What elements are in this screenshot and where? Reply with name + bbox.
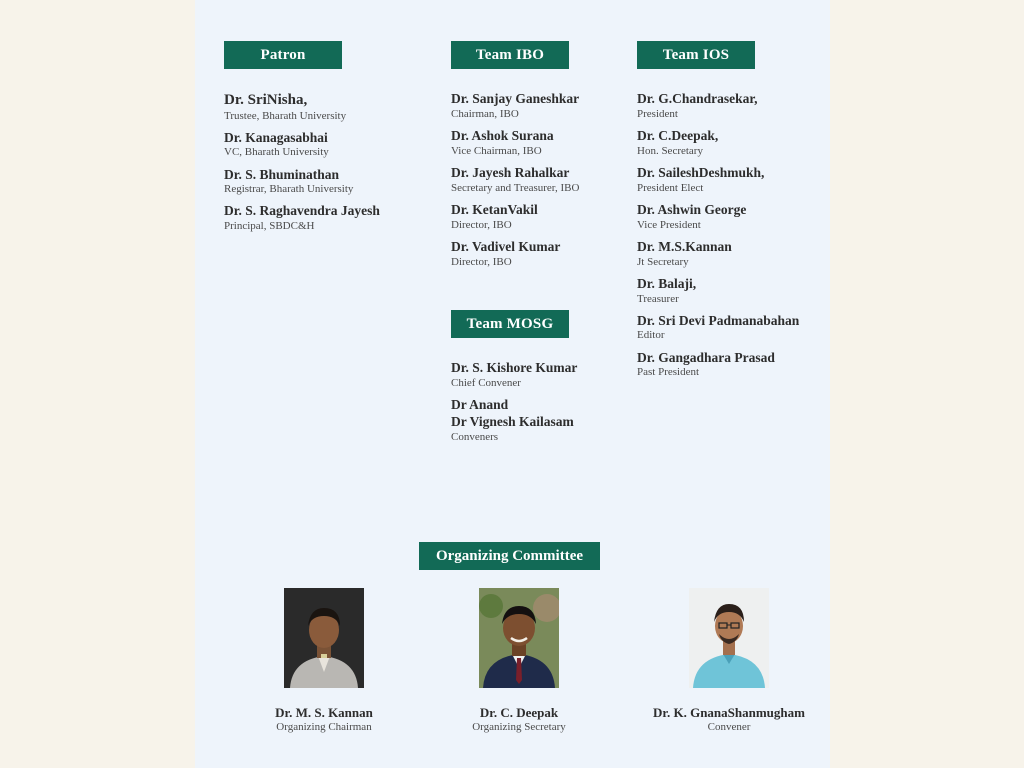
person-role: Chairman, IBO [451,107,519,120]
portrait-icon [284,588,364,688]
person-role: Editor [637,329,665,342]
ios-person [637,240,799,268]
person-role: Chief Convener [451,376,521,389]
member-role: Organizing Secretary [472,720,566,733]
patron-column [224,41,380,241]
member-photo [479,588,559,688]
person-name: Dr. SriNisha, [224,92,308,108]
ios-heading: Team IOS [637,41,755,69]
portrait-icon [479,588,559,688]
person-name: Dr. Balaji, [637,275,697,291]
person-name: Dr. S. Raghavendra Jayesh [224,203,380,219]
person-name: Dr. Sanjay Ganeshkar [451,91,580,106]
organizing-committee-heading: Organizing Committee [419,542,600,570]
person-role: Trustee, Bharath University [224,109,347,122]
person-name: Dr. Kanagasabhai [224,129,328,145]
person-role: Past President [637,366,700,379]
ios-person [637,203,799,231]
person-name: Dr. KetanVakil [451,201,538,217]
person-role: Vice President [637,218,701,231]
person-name-second: Dr Vignesh Kailasam [451,413,574,429]
ios-column [637,41,799,388]
person-name: Dr. Gangadhara Prasad [637,349,775,365]
person-role: Jt Secretary [637,255,689,268]
person-name: Dr. S. Bhuminathan [224,166,340,182]
organizing-member-card [644,588,814,733]
patron-person [224,92,380,122]
person-name: Dr Anand [451,396,509,412]
ibo-column [451,41,579,277]
mosg-person [451,398,577,443]
ibo-person [451,203,579,231]
ios-person [637,314,799,342]
member-role: Organizing Chairman [276,720,372,733]
person-role: Director, IBO [451,218,512,231]
person-role: President Elect [637,181,704,194]
ibo-person [451,240,579,268]
mosg-person [451,361,577,389]
ibo-person [451,129,579,157]
person-role: President [637,107,678,120]
member-photo [284,588,364,688]
ibo-person [451,166,579,194]
member-name: Dr. C. Deepak [479,705,559,720]
ibo-heading: Team IBO [451,41,569,69]
portrait-icon [689,588,769,688]
person-name: Dr. Vadivel Kumar [451,238,561,254]
member-name: Dr. M. S. Kannan [275,705,373,720]
patron-person [224,168,380,196]
person-name: Dr. M.S.Kannan [637,238,732,254]
member-name: Dr. K. GnanaShanmugham [653,705,805,720]
member-photo [689,588,769,688]
person-role: Secretary and Treasurer, IBO [451,181,580,194]
person-role: Principal, SBDC&H [224,220,315,233]
organizing-member-card [449,588,589,733]
member-role: Convener [707,720,751,733]
ios-person [637,92,799,120]
ios-person [637,129,799,157]
ios-person [637,166,799,194]
person-role: Treasurer [637,292,679,305]
person-name: Dr. SaileshDeshmukh, [637,164,765,180]
patron-heading: Patron [224,41,342,69]
organizing-member-card [254,588,394,733]
person-role: Hon. Secretary [637,144,703,157]
person-role: Director, IBO [451,255,512,268]
person-name: Dr. S. Kishore Kumar [451,360,578,375]
person-role: Registrar, Bharath University [224,183,354,196]
person-name: Dr. Jayesh Rahalkar [451,164,570,180]
person-name: Dr. Ashwin George [637,201,747,217]
person-role: Vice Chairman, IBO [451,144,542,157]
person-role: VC, Bharath University [224,146,329,159]
ios-person [637,277,799,305]
person-name: Dr. Ashok Surana [451,127,554,143]
ios-person [637,351,799,379]
person-name: Dr. Sri Devi Padmanabahan [637,312,800,328]
patron-person [224,131,380,159]
person-name: Dr. C.Deepak, [637,127,719,143]
mosg-heading: Team MOSG [451,310,569,338]
ibo-person [451,92,579,120]
person-name: Dr. G.Chandrasekar, [637,91,758,106]
mosg-section [451,310,577,452]
patron-person [224,204,380,232]
person-role: Conveners [451,430,499,443]
